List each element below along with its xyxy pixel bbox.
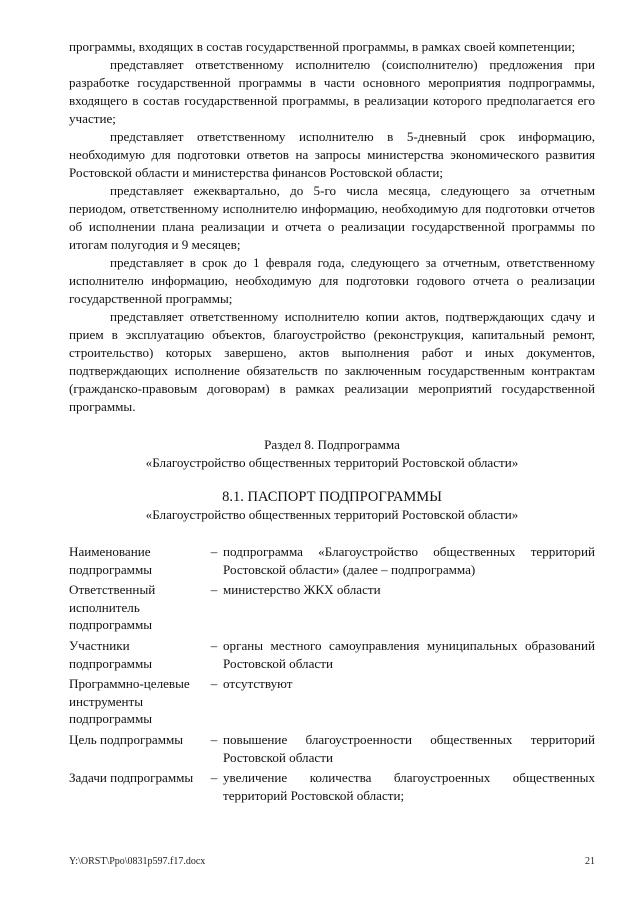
page-number: 21 xyxy=(585,856,595,867)
table-row xyxy=(69,581,595,637)
row-dash: – xyxy=(210,676,218,692)
row-value: повышение благоустроенности общественных территорий Ростовской области xyxy=(223,731,595,765)
row-value: подпрограмма «Благоустройство общественных территорий Ростовской области» (далее – подпрограмма) xyxy=(223,544,595,577)
row-name: Ответственный исполнитель подпрограммы xyxy=(69,582,156,633)
row-dash: – xyxy=(210,637,218,653)
table-row xyxy=(69,543,595,581)
table-row xyxy=(69,675,595,731)
paragraph-2: представляет ответственному исполнителю (соисполнителю) предложения при разработке государственной программы в части основного мероприятия подпрограммы, входящего в состав государственной программы, в реализации которого предполагается его участие; xyxy=(69,57,595,126)
table-row xyxy=(69,769,595,807)
row-name: Программно-целевые инструменты подпрограммы xyxy=(69,676,190,727)
table-row xyxy=(69,637,595,675)
paragraph-1: программы, входящих в состав государственной программы, в рамках своей компетенции; xyxy=(69,39,576,54)
row-dash: – xyxy=(210,731,218,747)
page-footer xyxy=(69,856,595,867)
row-name: Участники подпрограммы xyxy=(69,637,153,671)
table-row xyxy=(69,731,595,769)
row-name: Задачи подпрограммы xyxy=(69,770,194,786)
section-heading xyxy=(69,436,595,472)
paragraph-6: представляет ответственному исполнителю копии актов, подтверждающих сдачу и прием в эксплуатацию объектов, благоустройство (реконструкция, капитальный ремонт, строительство) которых завершено, актов выполнения работ и иных документов, подтверждающих исполнение обязательств по заключенным государственным контрактам (гражданско-правовым договорам) в рамках реализации мероприятий государственной программы. xyxy=(69,309,595,414)
paragraph-3: представляет ответственному исполнителю в 5-дневный срок информацию, необходимую для подготовки ответов на запросы министерства экономического развития Ростовской области и министерства финансов Ростовской области; xyxy=(69,129,595,180)
document-page xyxy=(69,38,595,807)
row-name: Цель подпрограммы xyxy=(69,731,184,747)
paragraph-4: представляет ежеквартально, до 5-го числа месяца, следующего за отчетным периодом, ответственному исполнителю информацию, необходимую для подготовки отчетов об исполнении плана реализации и отчета о реализации государственной программы по итогам полугодия и 9 месяцев; xyxy=(69,183,595,252)
row-value: увеличение количества благоустроенных общественных территорий Ростовской области; xyxy=(223,770,595,803)
row-name: Наименование подпрограммы xyxy=(69,544,153,577)
row-value: отсутствуют xyxy=(223,676,293,692)
section-title: Раздел 8. Подпрограмма xyxy=(264,437,400,452)
passport-heading xyxy=(69,488,595,524)
passport-subtitle: «Благоустройство общественных территорий Ростовской области» xyxy=(145,507,519,522)
paragraph-5: представляет в срок до 1 февраля года, следующего за отчетным, ответственному исполнителю информацию, необходимую для подготовки годового отчета о реализации государственной программы; xyxy=(69,255,595,306)
row-dash: – xyxy=(210,582,218,598)
row-dash: – xyxy=(210,544,218,559)
row-value: органы местного самоуправления муниципальных образований Ростовской области xyxy=(223,637,595,671)
passport-table xyxy=(69,543,595,807)
file-path: Y:\ORST\Ppo\0831p597.f17.docx xyxy=(69,856,206,867)
section-subtitle: «Благоустройство общественных территорий Ростовской области» xyxy=(145,455,519,470)
row-value: министерство ЖКХ области xyxy=(223,582,381,598)
row-dash: – xyxy=(210,770,218,786)
passport-title: 8.1. ПАСПОРТ ПОДПРОГРАММЫ xyxy=(222,489,442,505)
